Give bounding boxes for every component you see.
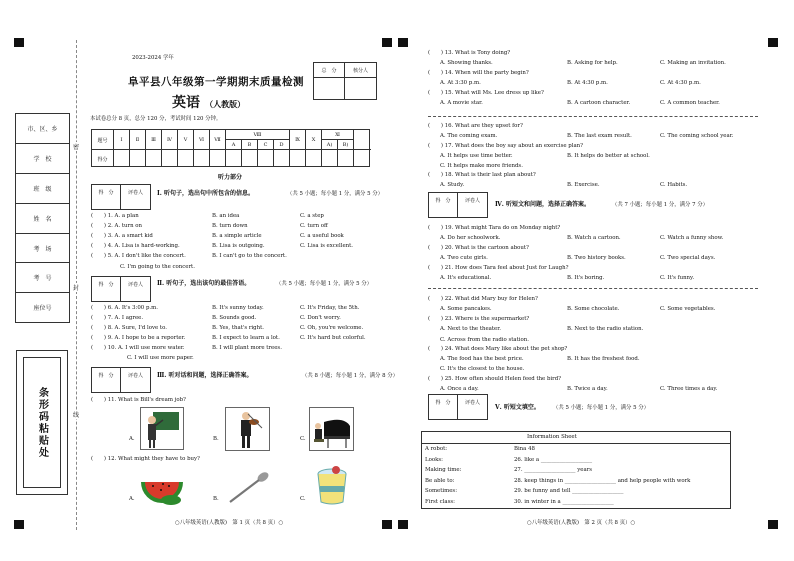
grade-col: Ⅷ — [226, 130, 290, 140]
field-school: 学 校 — [33, 155, 52, 163]
answer-option-c: C. At 4:30 p.m. — [660, 80, 701, 86]
q17-option-c: C. It helps make more friends. — [440, 163, 523, 169]
total-score-label: 总 分 — [321, 68, 337, 74]
answer-option-c: C. Don't worry. — [300, 315, 341, 321]
answer-option-b: B. Sounds good. — [212, 315, 257, 321]
question-stem[interactable]: ( ) 9. A. I hope to be a reporter. — [91, 335, 186, 341]
answer-option-c: C. a useful book — [300, 233, 344, 239]
q11-label-b: B. — [213, 436, 219, 442]
student-info-table — [15, 113, 70, 323]
question-stem[interactable]: ( ) 13. What is Tony doing? — [428, 50, 511, 56]
section-1-note: （共 5 小题；每小题 1 分，满分 5 分） — [287, 191, 384, 197]
seal-char-xian: 线 — [73, 412, 80, 419]
answer-option-c: C. Making an invitation. — [660, 60, 726, 66]
answer-option-c: C. It's funny. — [660, 275, 695, 281]
question-stem[interactable]: ( ) 19. What might Tara do on Monday night? — [428, 225, 561, 231]
fill-blank-26[interactable]: 26. like a ___________________ — [514, 456, 593, 463]
corner-marker — [14, 38, 24, 47]
page-1-footer: ○八年级英语(人教版) 第 1 页（共 8 页）○ — [175, 520, 284, 526]
section-score-box: 得 分 评卷人 — [91, 367, 151, 393]
answer-option-c: C. Habits. — [660, 182, 688, 188]
answer-option-b: B. Asking for help. — [567, 60, 618, 66]
q12-label-a: A. — [129, 496, 135, 502]
section-1-title: Ⅰ. 听句子，选出句中所包含的信息。 — [157, 190, 254, 197]
subject-line — [172, 92, 245, 112]
section-2-title: Ⅱ. 听句子，选出该句的最佳答语。 — [157, 280, 251, 287]
exam-title: 阜平县八年级第一学期期末质量检测 — [128, 76, 304, 88]
answer-option-b: B. Some chocolate. — [567, 306, 620, 312]
answer-option-b: B. A cartoon character. — [567, 100, 631, 106]
answer-option-b: B. turn down — [212, 223, 248, 229]
question-stem[interactable]: ( ) 15. What will Ms. Lee dress up like? — [428, 90, 544, 96]
grade-col: Ⅱ — [130, 130, 146, 149]
question-stem[interactable]: ( ) 5. A. I don't like the concert. — [91, 253, 186, 259]
seal-char-feng: 封 — [73, 285, 80, 292]
field-exam-number: 考 号 — [33, 275, 52, 283]
page-2-footer: ○八年级英语(人教版) 第 2 页（共 8 页）○ — [527, 520, 636, 526]
answer-option-b: B. Watch a cartoon. — [567, 235, 621, 241]
question-stem[interactable]: ( ) 25. How often should Helen feed the bird? — [428, 376, 562, 382]
answer-option-a: A. The coming exam. — [440, 133, 498, 139]
answer-option-b: B. Next to the radio station. — [567, 326, 644, 332]
grade-col: Ⅶ — [210, 130, 226, 149]
answer-option-c: C. Two special days. — [660, 255, 716, 261]
corner-marker — [382, 38, 392, 47]
dashed-divider — [428, 288, 758, 289]
total-score-box — [313, 62, 377, 100]
school-year: 2023-2024 学年 — [132, 55, 174, 61]
grade-col: Ⅹ — [306, 130, 322, 149]
answer-option-a: A. Two cute girls. — [440, 255, 488, 261]
grade-subcol: B — [242, 140, 258, 149]
q23-option-c: C. Across from the radio station. — [440, 337, 529, 343]
question-stem[interactable]: ( ) 10. A. I will use more water. — [91, 345, 185, 351]
teacher-image — [140, 407, 184, 450]
section-5-note: （共 5 小题；每小题 1 分，满分 5 分） — [553, 405, 650, 411]
yogurt-image — [312, 464, 352, 508]
question-stem[interactable]: ( ) 3. A. a smart kid — [91, 233, 153, 239]
checker-label: 核分人 — [353, 68, 369, 74]
q24-option-c: C. It's the closest to the house. — [440, 366, 525, 372]
info-key: Looks: — [425, 456, 443, 463]
grade-col: Ⅰ — [114, 130, 130, 149]
answer-option-c: C. It's Friday, the 5th. — [300, 305, 360, 311]
grade-col: Ⅳ — [162, 130, 178, 149]
seal-char-mi: 密 — [73, 144, 80, 151]
section-score-box: 得 分 评卷人 — [428, 192, 488, 218]
question-11: ( ) 11. What is Bill's dream job? — [91, 397, 186, 403]
exam-note: 本试卷总分 8 页，总分 120 分，考试时间 120 分钟。 — [90, 116, 222, 122]
answer-option-a: A. At 3:30 p.m. — [440, 80, 481, 86]
field-name: 姓 名 — [33, 215, 52, 223]
grade-col: Ⅵ — [194, 130, 210, 149]
answer-option-b: B. Yes, that's right. — [212, 325, 264, 331]
answer-option-a: A. Study. — [440, 182, 465, 188]
question-stem[interactable]: ( ) 17. What does the boy say about an exercise plan? — [428, 143, 584, 149]
question-stem[interactable]: ( ) 21. How does Tara feel about Just for Laugh? — [428, 265, 569, 271]
question-stem[interactable]: ( ) 2. A. turn on — [91, 223, 142, 229]
corner-marker — [14, 520, 24, 529]
listening-header: 听力部分 — [218, 174, 243, 181]
answer-option-b: B. It has the freshest food. — [567, 356, 640, 362]
answer-option-c: C. Some vegetables. — [660, 306, 716, 312]
q12-label-b: B. — [213, 496, 219, 502]
answer-option-b: B. It's boring. — [567, 275, 605, 281]
field-exam-room: 考 场 — [33, 245, 52, 253]
answer-option-a: A. The food has the best price. — [440, 356, 524, 362]
information-sheet — [421, 431, 731, 509]
answer-option-a: A. Do her schoolwork. — [440, 235, 501, 241]
answer-option-b: B. Two history books. — [567, 255, 626, 261]
answer-option-c: C. A common teacher. — [660, 100, 720, 106]
grade-subcol: D — [274, 140, 290, 149]
answer-option-b: B. The last exam result. — [567, 133, 632, 139]
fill-blank-30[interactable]: 30. in winter in a ___________________ — [514, 498, 614, 505]
corner-marker — [382, 520, 392, 529]
grade-subcol: B) — [338, 140, 354, 149]
question-stem[interactable]: ( ) 8. A. Sure, I'd love to. — [91, 325, 167, 331]
q5-option-c: C. I'm going to the concert. — [120, 264, 195, 270]
grade-subcol: C — [258, 140, 274, 149]
answer-option-b: B. a simple article — [212, 233, 262, 239]
section-3-title: Ⅲ. 听对话和问题，选择正确答案。 — [157, 372, 253, 379]
grade-col: Ⅲ — [146, 130, 162, 149]
answer-option-b: B. At 4:30 p.m. — [567, 80, 608, 86]
answer-option-c: C. It's hard but colorful. — [300, 335, 366, 341]
fill-blank-27[interactable]: 27. ___________________ years — [514, 467, 593, 473]
info-sheet-title: Information Sheet — [527, 434, 577, 440]
field-seat-number: 座位号 — [33, 305, 52, 313]
barcode-area — [16, 350, 68, 495]
fill-blank-28[interactable]: 28. keep things in ___________________ and help people with work — [514, 477, 691, 484]
watermelon-image — [141, 468, 183, 506]
subject: 英语 — [172, 95, 200, 111]
section-score-box: 得 分 评卷人 — [91, 184, 151, 210]
section-5-title: Ⅴ. 听短文填空。 — [495, 404, 540, 411]
answer-option-a: A. Next to the theater. — [440, 326, 501, 332]
grade-subcol: A) — [322, 140, 338, 149]
answer-option-b: B. Twice a day. — [567, 386, 608, 392]
answer-option-a: A. It helps use time better. — [440, 153, 513, 159]
question-stem[interactable]: ( ) 24. What does Mary like about the pet shop? — [428, 346, 568, 352]
section-score-box: 得 分 评卷人 — [428, 394, 488, 420]
section-score-box: 得 分 评卷人 — [91, 276, 151, 302]
section-2-note: （共 5 小题；每小题 1 分，满分 5 分） — [276, 281, 373, 287]
question-stem[interactable]: ( ) 22. What did Mary buy for Helen? — [428, 296, 538, 302]
grade-row-label: 题号 — [97, 138, 108, 144]
info-key: Be able to: — [425, 477, 455, 484]
section-3-note: （共 8 小题；每小题 1 分，满分 8 分） — [302, 373, 399, 379]
info-value: Bina 48 — [514, 446, 535, 452]
answer-option-a: A. It's educational. — [440, 275, 492, 281]
info-key: Making time: — [425, 467, 462, 473]
pianist-image — [309, 407, 354, 451]
answer-option-b: B. an idea — [212, 213, 240, 219]
grade-col: Ⅴ — [178, 130, 194, 149]
grade-subcol: A — [226, 140, 242, 149]
answer-option-a: A. A movie star. — [440, 100, 483, 106]
question-stem[interactable]: ( ) 16. What are they upset for? — [428, 123, 523, 129]
question-stem[interactable]: ( ) 18. What is their last plan about? — [428, 172, 536, 178]
corner-marker — [398, 520, 408, 529]
answer-option-b: B. It's sunny today. — [212, 305, 264, 311]
barcode-label: 条形码粘贴处 — [36, 386, 48, 459]
q11-label-a: A. — [129, 436, 135, 442]
answer-option-b: B. It helps do better at school. — [567, 153, 650, 159]
corner-marker — [398, 38, 408, 47]
answer-option-c: C. Lisa is excellent. — [300, 243, 353, 249]
section-4-note: （共 7 小题；每小题 1 分，满分 7 分） — [612, 202, 709, 208]
q10-option-c: C. I will use more paper. — [127, 355, 194, 361]
answer-option-a: A. Once a day. — [440, 386, 479, 392]
field-district: 市、区、乡 — [27, 126, 58, 133]
grade-row-label: 得分 — [97, 157, 108, 163]
fill-blank-29[interactable]: 29. be funny and tell ___________________ — [514, 488, 624, 494]
q11-label-c: C. — [300, 436, 306, 442]
answer-option-c: C. Three times a day. — [660, 386, 718, 392]
section-4-title: Ⅳ. 听短文和问题，选择正确答案。 — [495, 201, 590, 208]
question-stem[interactable]: ( ) 14. When will the party begin? — [428, 70, 529, 76]
answer-option-c: C. a step — [300, 213, 324, 219]
answer-option-c: C. The coming school year. — [660, 133, 734, 139]
answer-option-b: B. Lisa is outgoing. — [212, 243, 265, 249]
question-stem[interactable]: ( ) 1. A. a plan — [91, 213, 139, 219]
answer-option-a: A. Some pancakes. — [440, 306, 492, 312]
answer-option-b: B. I can't go to the concert. — [212, 253, 287, 259]
question-stem[interactable]: ( ) 6. A. It's 3:00 p.m. — [91, 305, 158, 311]
grade-col: Ⅺ — [322, 130, 354, 140]
question-12: ( ) 12. What might they have to buy? — [91, 456, 200, 462]
question-stem[interactable]: ( ) 20. What is the cartoon about? — [428, 245, 529, 251]
corner-marker — [768, 38, 778, 47]
question-stem[interactable]: ( ) 23. Where is the supermarket? — [428, 316, 530, 322]
question-stem[interactable]: ( ) 4. A. Lisa is hard-working. — [91, 243, 180, 249]
grade-table — [91, 129, 370, 167]
info-key: A robot: — [425, 446, 448, 452]
answer-option-b: B. I expect to learn a lot. — [212, 335, 280, 341]
answer-option-c: C. turn off — [300, 223, 328, 229]
edition: （人教版） — [205, 99, 246, 109]
q12-label-c: C. — [300, 496, 306, 502]
answer-option-b: B. Exercise. — [567, 182, 600, 188]
violinist-image — [225, 407, 270, 451]
dashed-divider — [428, 116, 758, 117]
question-stem[interactable]: ( ) 7. A. I agree. — [91, 315, 144, 321]
answer-option-b: B. I will plant more trees. — [212, 345, 282, 351]
info-key: First class: — [425, 498, 455, 505]
grade-col: Ⅸ — [290, 130, 306, 149]
info-key: Sometimes: — [425, 488, 458, 494]
spoon-image — [226, 470, 270, 506]
corner-marker — [768, 520, 778, 529]
answer-option-a: A. Showing thanks. — [440, 60, 493, 66]
answer-option-c: C. Oh, you're welcome. — [300, 325, 364, 331]
answer-option-c: C. Watch a funny show. — [660, 235, 724, 241]
field-class: 班 级 — [33, 185, 52, 193]
